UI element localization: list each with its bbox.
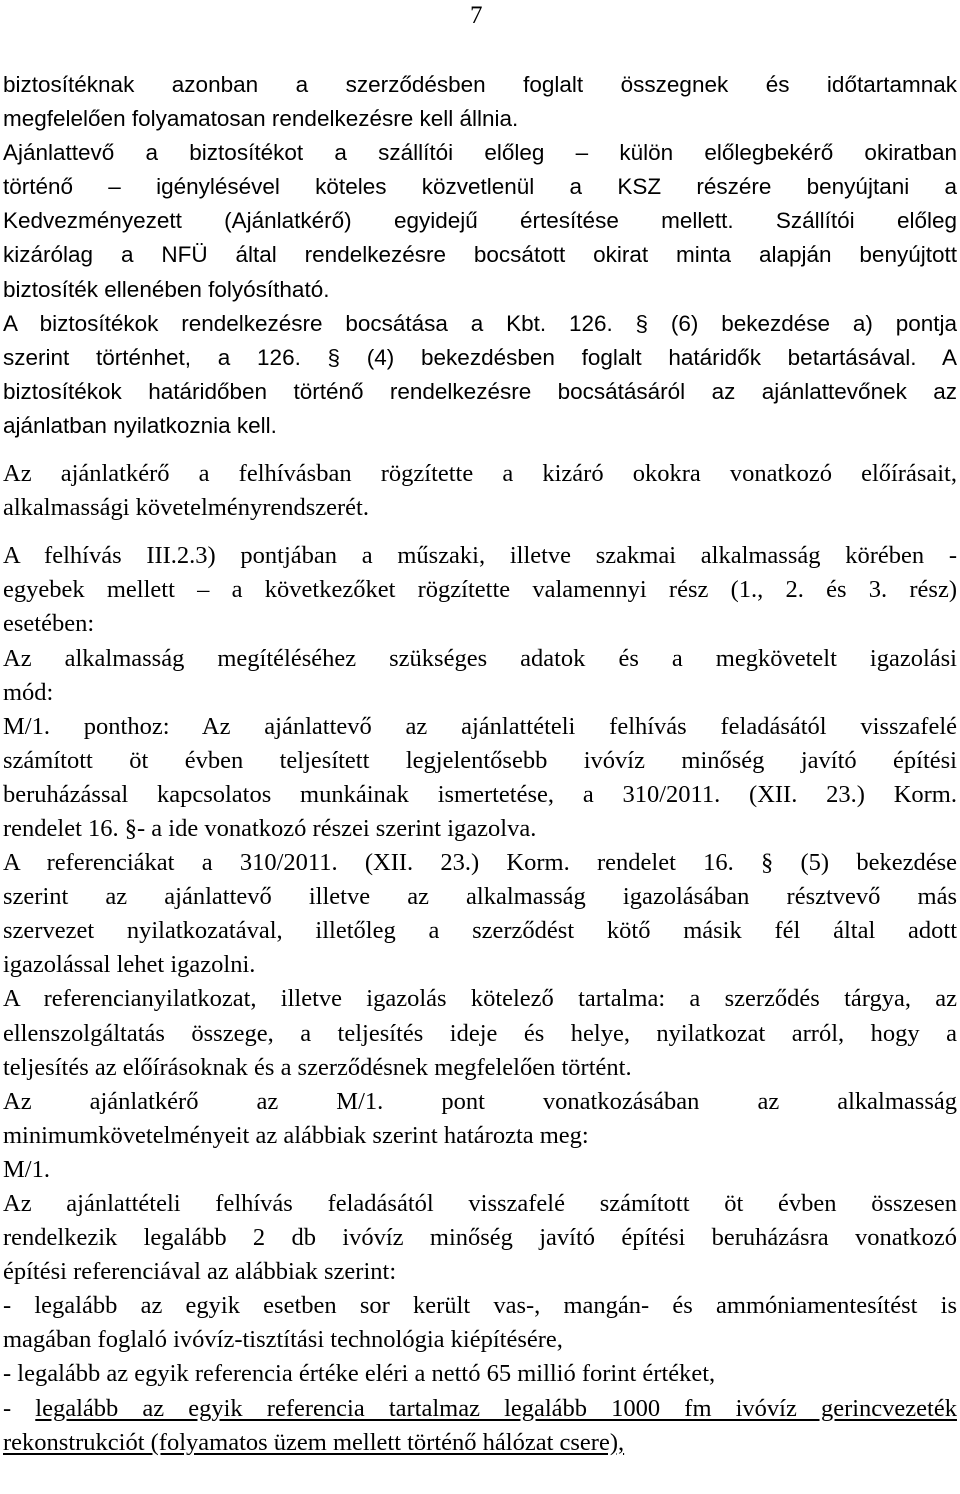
text-line (3, 1153, 957, 1187)
document-body (3, 68, 957, 1460)
line-text: Az ajánlatkérő az M/1. pont vonatkozásában az alkalmasság (3, 1087, 957, 1115)
line-text: Az ajánlattételi felhívás feladásától visszafelé számított öt évben összesen (3, 1190, 957, 1217)
line-text: rekonstrukciót (folyamatos üzem mellett történő hálózat csere), (3, 1428, 625, 1456)
text-line (3, 1323, 957, 1357)
line-text: Kedvezményezett (Ajánlatkérő) egyidejű értesítése mellett. Szállítói előleg (3, 208, 957, 234)
paragraph-gap (3, 443, 957, 457)
line-text: Az ajánlatkérő a felhívásban rögzítette a kizáró okokra vonatkozó előírásait, (3, 460, 957, 488)
line-text: megfelelően folyamatosan rendelkezésre kell állnia. (3, 106, 519, 132)
text-line (3, 982, 957, 1016)
text-line (3, 204, 957, 238)
text-line (3, 573, 957, 607)
paragraph (3, 68, 957, 443)
text-line (3, 642, 957, 676)
text-line (3, 68, 957, 102)
text-line (3, 170, 957, 204)
line-text: teljesítés az előírásoknak és a szerződésnek megfelelően történt. (3, 1053, 632, 1081)
text-line (3, 1051, 957, 1085)
line-text: - legalább az egyik referencia értéke eléri a nettó 65 millió forint értéket, (3, 1360, 716, 1388)
text-line (3, 1255, 957, 1289)
page-number: 7 (470, 2, 483, 29)
line-text: történő – igénylésével köteles közvetlenül a KSZ részére benyújtani a (3, 174, 957, 200)
line-text: igazolással lehet igazolni. (3, 951, 256, 979)
text-line (3, 1289, 957, 1323)
line-text: alkalmassági követelményrendszerét. (3, 494, 369, 522)
text-line (3, 744, 957, 778)
paragraph (3, 457, 957, 525)
line-text: mód: (3, 678, 54, 706)
line-text: beruházással kapcsolatos munkáinak ismertetése, a 310/2011. (XII. 23.) Korm. (3, 780, 957, 808)
text-line (3, 710, 957, 744)
line-text: rendelet 16. §- a ide vonatkozó részei szerint igazolva. (3, 814, 537, 842)
text-line (3, 1426, 957, 1460)
line-text: M/1. (3, 1155, 50, 1183)
text-line (3, 812, 957, 846)
text-line (3, 409, 957, 443)
line-text: Ajánlattevő a biztosítékot a szállítói előleg – külön előlegbekérő okiratban (3, 140, 957, 166)
line-text: legalább az egyik referencia tartalmaz legalább 1000 fm ivóvíz gerincvezeték (35, 1394, 957, 1422)
text-line (3, 1119, 957, 1153)
text-line (3, 539, 957, 573)
line-text: szerint történhet, a 126. § (4) bekezdésben foglalt határidők betartásával. A (3, 344, 957, 370)
line-text: M/1. ponthoz: Az ajánlattevő az ajánlattételi felhívás feladásától visszafelé (3, 712, 957, 740)
text-line (3, 1085, 957, 1119)
text-line (3, 607, 957, 641)
line-text: magában foglaló ivóvíz-tisztítási technológia kiépítésére, (3, 1326, 563, 1354)
text-line (3, 238, 957, 272)
line-text: - legalább az egyik esetben sor került vas-, mangán- és ammóniamentesítést is (3, 1292, 957, 1320)
line-text: szervezet nyilatkozatával, illetőleg a szerződést kötő másik fél által adott (3, 917, 957, 945)
list-dash: - (3, 1394, 36, 1422)
line-text: egyebek mellett – a következőket rögzítette valamennyi rész (1., 2. és 3. rész) (3, 576, 957, 604)
text-line (3, 1357, 957, 1391)
text-line (3, 1221, 957, 1255)
line-text: Az alkalmasság megítéléséhez szükséges adatok és a megkövetelt igazolási (3, 644, 957, 672)
text-line (3, 1187, 957, 1221)
text-line (3, 102, 957, 136)
line-text: A felhívás III.2.3) pontjában a műszaki, illetve szakmai alkalmasság körében - (3, 542, 957, 570)
paragraph-gap (3, 525, 957, 539)
text-line (3, 273, 957, 307)
text-line (3, 778, 957, 812)
line-text: A referencianyilatkozat, illetve igazolás kötelező tartalma: a szerződés tárgya, az (3, 985, 957, 1013)
line-text: esetében: (3, 610, 95, 638)
line-text: kizárólag a NFÜ által rendelkezésre bocsátott okirat minta alapján benyújtott (3, 242, 957, 268)
text-line (3, 1392, 957, 1426)
line-text: rendelkezik legalább 2 db ivóvíz minőség javító építési beruházásra vonatkozó (3, 1224, 957, 1252)
text-line (3, 341, 957, 375)
line-text: biztosíték ellenében folyósítható. (3, 276, 330, 302)
line-text: biztosítékok határidőben történő rendelkezésre bocsátásáról az ajánlattevőnek az (3, 378, 957, 404)
text-line (3, 846, 957, 880)
paragraph (3, 539, 957, 1460)
text-line (3, 880, 957, 914)
text-line (3, 307, 957, 341)
text-line (3, 914, 957, 948)
text-line (3, 375, 957, 409)
text-line (3, 1017, 957, 1051)
line-text: A referenciákat a 310/2011. (XII. 23.) Korm. rendelet 16. § (5) bekezdése (3, 849, 957, 877)
line-text: ellenszolgáltatás összege, a teljesítés ideje és helye, nyilatkozat arról, hogy a (3, 1019, 957, 1047)
line-text: biztosítéknak azonban a szerződésben foglalt összegnek és időtartamnak (3, 72, 957, 97)
text-line (3, 491, 957, 525)
line-text: minimumkövetelményeit az alábbiak szerint határozta meg: (3, 1121, 589, 1149)
line-text: A biztosítékok rendelkezésre bocsátása a Kbt. 126. § (6) bekezdése a) pontja (3, 310, 957, 336)
text-line (3, 457, 957, 491)
text-line (3, 676, 957, 710)
line-text: építési referenciával az alábbiak szerint: (3, 1258, 397, 1286)
text-line (3, 948, 957, 982)
line-text: számított öt évben teljesített legjelentősebb ivóvíz minőség javító építési (3, 746, 957, 774)
text-line (3, 136, 957, 170)
line-text: ajánlatban nyilatkoznia kell. (3, 412, 277, 438)
line-text: szerint az ajánlattevő illetve az alkalmasság igazolásában résztvevő más (3, 883, 957, 911)
